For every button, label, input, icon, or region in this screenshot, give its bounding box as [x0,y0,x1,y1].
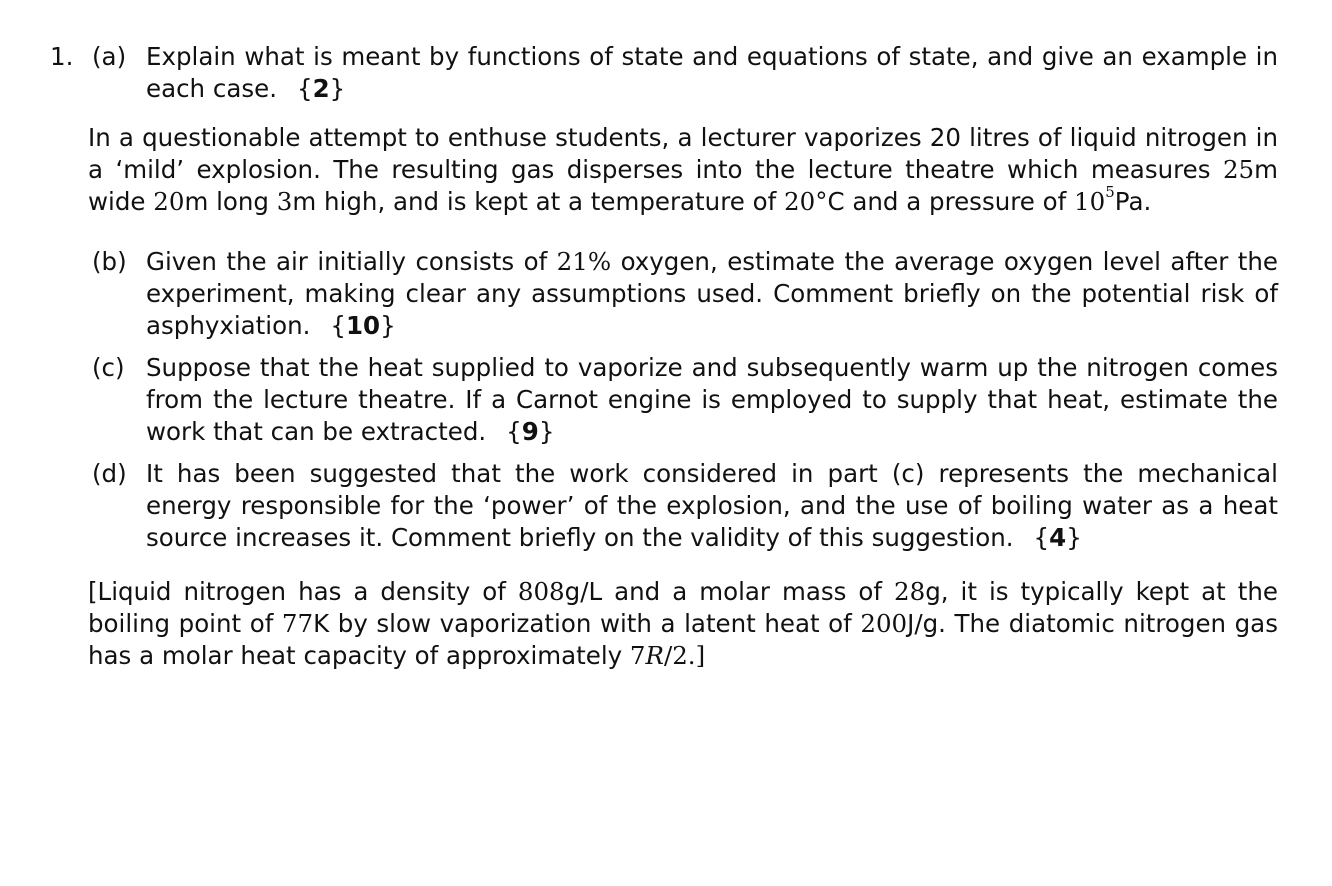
part-a-marks: {2} [296,74,346,103]
question-number: 1. [50,42,74,71]
part-b-text: Given the air initially consists of 21% oxygen, estimate the average oxygen level after the experiment, making clear any assumptions used. Comment briefly on the potential risk of asphyxiation. {10} [146,247,1278,340]
part-a-text: Explain what is meant by functions of state and equations of state, and give an example in each case. {2} [146,42,1278,103]
part-b-marks: {10} [330,311,396,340]
part-d [92,458,1278,554]
data-note: [Liquid nitrogen has a density of 808g/L and a molar mass of 28g, it is typically kept at the boiling point of 77K by slow vaporization with a latent heat of 200J/g. The diatomic nitrogen gas has a molar heat capacity of approximately 7R/2.] [88,577,1278,670]
part-c-text: Suppose that the heat supplied to vaporize and subsequently warm up the nitrogen comes from the lecture theatre. If a Carnot engine is employed to supply that heat, estimate the work that can be extracted. {9} [146,353,1278,446]
intro-paragraph: In a questionable attempt to enthuse students, a lecturer vaporizes 20 litres of liquid nitrogen in a ‘mild’ explosion. The resulting gas disperses into the lecture theatre which measures 25m wide 20m long 3m high, and is kept at a temperature of 20°C and a pressure of $10^5Pa$. [88,123,1278,216]
density-value: 808 [517,577,565,606]
heat-capacity-denominator: /2. [663,641,696,670]
part-b-label: (b) [92,247,127,276]
part-c-marks: {9} [506,417,555,446]
pressure-exponent: 5 [1105,183,1115,201]
oxygen-percent: 21% [556,247,612,276]
room-height: 3 [276,187,293,216]
part-d-label: (d) [92,459,127,488]
part-a-label: (a) [92,42,127,71]
part-c [92,352,1278,448]
part-c-label: (c) [92,353,125,382]
part-a [92,41,1278,105]
latent-heat-value: 200 [860,609,908,638]
room-length: 20 [153,187,185,216]
molar-mass-value: 28 [894,577,926,606]
boiling-point-value: 77 [281,609,314,638]
heat-capacity-numerator: 7 [629,641,646,670]
part-d-text: It has been suggested that the work considered in part (c) represents the mechanical energy responsible for the ‘power’ of the explosion, and the use of boiling water as a heat source increases it. Comment briefly on the validity of this suggestion. {4} [146,459,1278,552]
room-temperature: 20 [784,187,816,216]
part-d-marks: {4} [1033,523,1082,552]
gas-constant-symbol: R [645,641,664,670]
pressure-base: 10 [1074,187,1106,216]
room-width: 25 [1222,155,1255,184]
part-b [92,246,1278,342]
